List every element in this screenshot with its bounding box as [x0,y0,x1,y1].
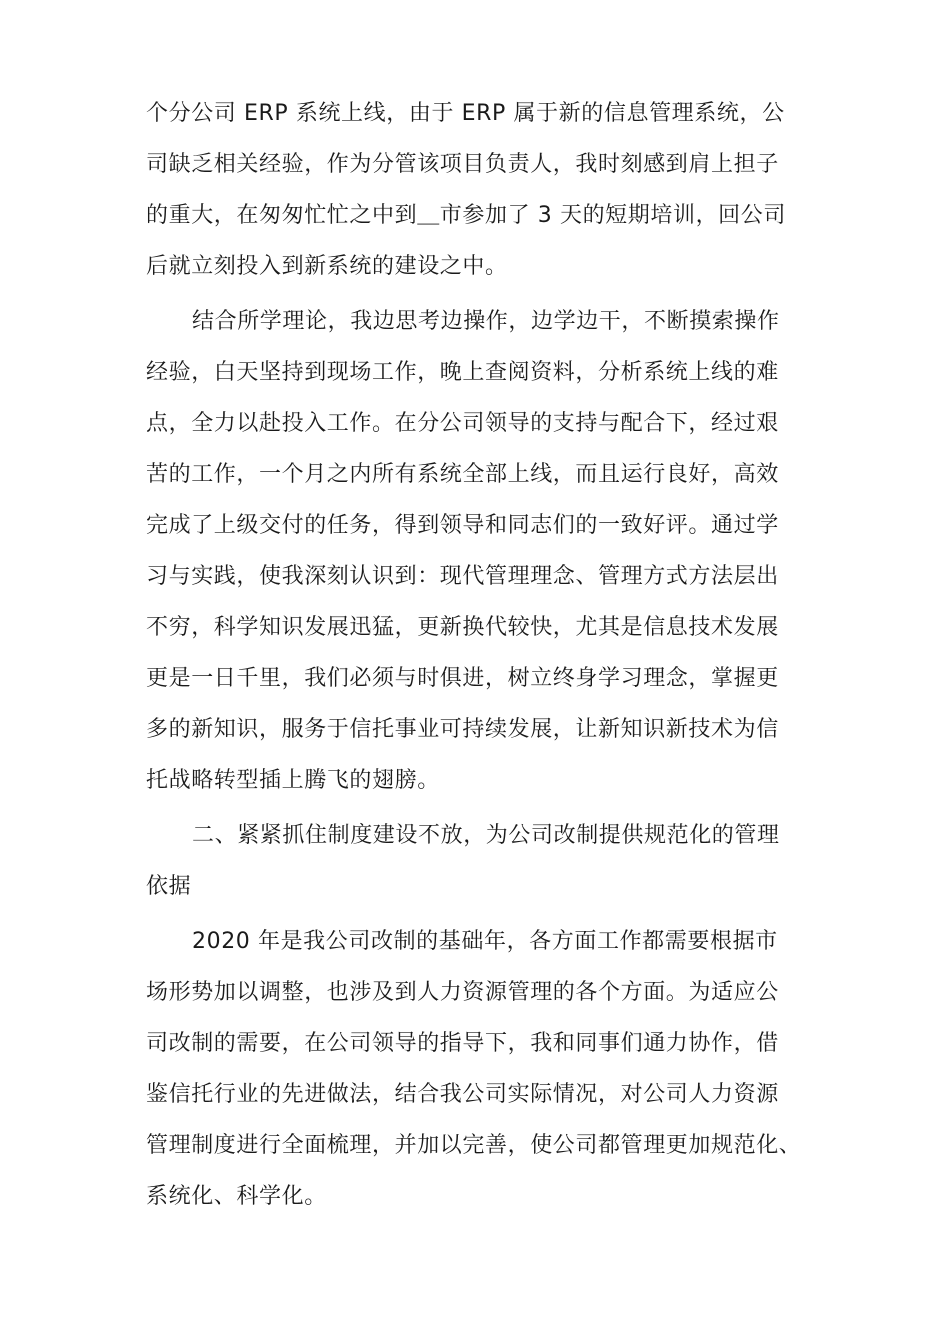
text-line: 苦的工作，一个月之内所有系统全部上线，而且运行良好，高效 [146,462,779,487]
document-page [146,88,814,1222]
text-line: 司缺乏相关经验，作为分管该项目负责人，我时刻感到肩上担子 [146,152,779,177]
text-line: 完成了上级交付的任务，得到领导和同志们的一致好评。通过学 [146,513,779,538]
text-line: 托战略转型插上腾飞的翅膀。 [146,768,440,793]
heading-line: 依据 [146,874,192,899]
text-line: 不穷，科学知识发展迅猛，更新换代较快，尤其是信息技术发展 [146,615,779,640]
text-line: 习与实践，使我深刻认识到：现代管理理念、管理方式方法层出 [146,564,779,589]
text-line: 系统化、科学化。 [146,1184,327,1209]
text-line: 的重大，在匆匆忙忙之中到＿市参加了 3 天的短期培训，回公司 [146,203,786,228]
paragraph-p2 [146,296,814,806]
paragraph-p1 [146,88,814,292]
text-line: 管理制度进行全面梳理，并加以完善，使公司都管理更加规范化、 [146,1133,802,1158]
text-line: 后就立刻投入到新系统的建设之中。 [146,254,508,279]
paragraph-p4 [146,916,814,1222]
text-line: 经验，白天坚持到现场工作，晚上查阅资料，分析系统上线的难 [146,360,779,385]
heading-line: 二、紧紧抓住制度建设不放，为公司改制提供规范化的管理 [192,823,780,848]
text-line: 结合所学理论，我边思考边操作，边学边干，不断摸索操作 [192,309,780,334]
section-heading [146,810,814,912]
text-line: 司改制的需要，在公司领导的指导下，我和同事们通力协作，借 [146,1031,779,1056]
text-line: 2020 年是我公司改制的基础年，各方面工作都需要根据市 [192,929,778,954]
text-line: 场形势加以调整，也涉及到人力资源管理的各个方面。为适应公 [146,980,779,1005]
text-line: 点，全力以赴投入工作。在分公司领导的支持与配合下，经过艰 [146,411,779,436]
text-line: 鉴信托行业的先进做法，结合我公司实际情况，对公司人力资源 [146,1082,779,1107]
text-line: 更是一日千里，我们必须与时俱进，树立终身学习理念，掌握更 [146,666,779,691]
text-line: 个分公司 ERP 系统上线，由于 ERP 属于新的信息管理系统，公 [146,101,785,126]
text-line: 多的新知识，服务于信托事业可持续发展，让新知识新技术为信 [146,717,779,742]
